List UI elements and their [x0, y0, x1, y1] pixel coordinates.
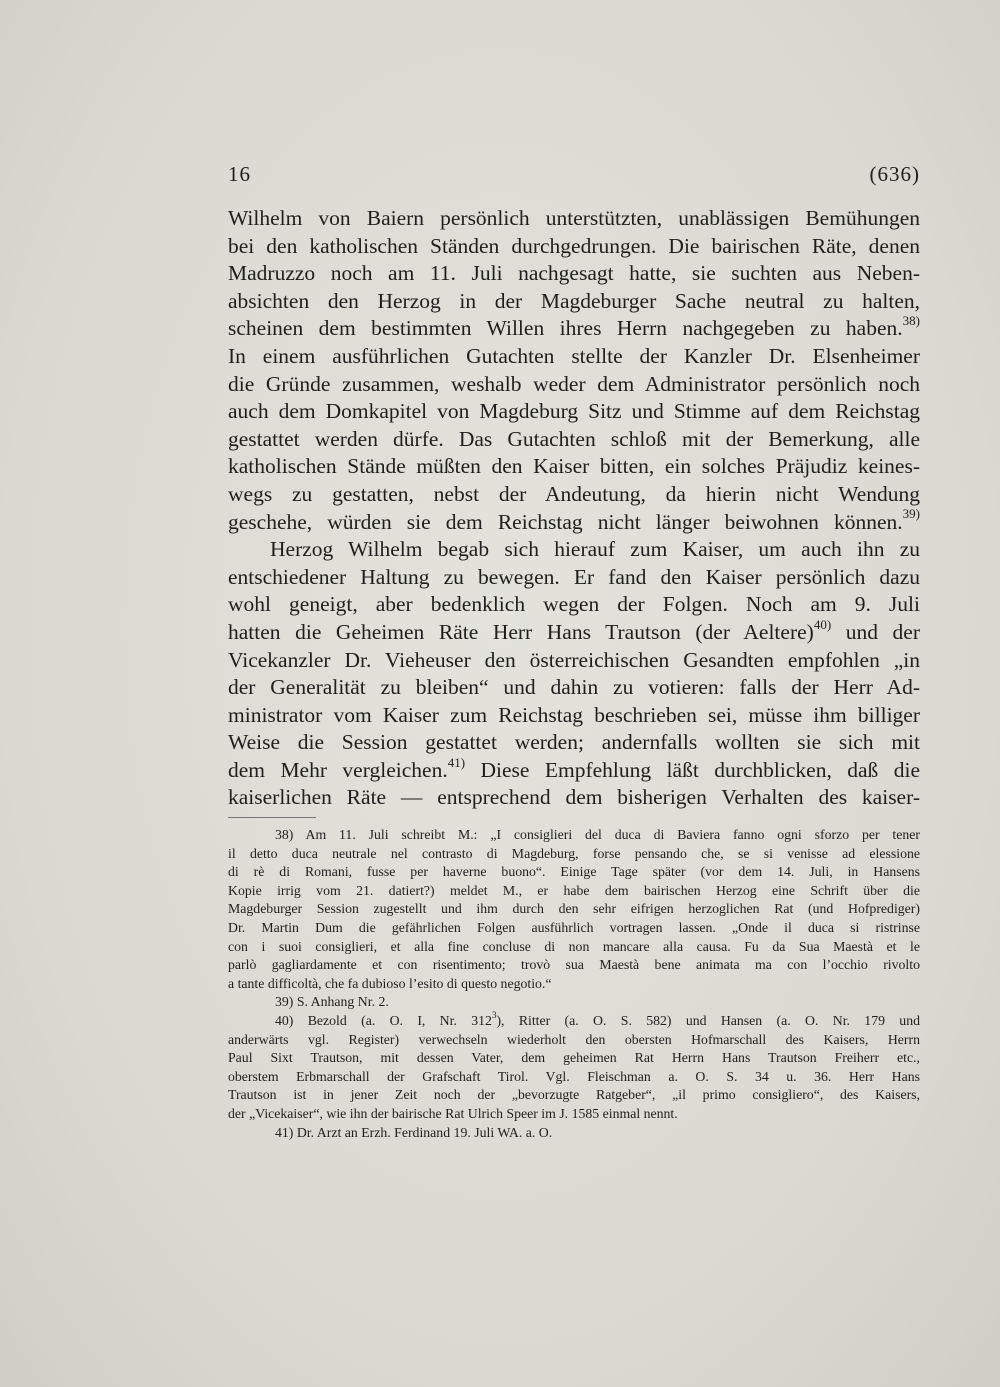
body-line: gestattet werden dürfe. Das Gutachten schloß mit der Bemerkung, alle — [228, 426, 920, 451]
body-line: ministrator vom Kaiser zum Reichstag beschrieben sei, müsse ihm billiger — [228, 702, 920, 727]
footnote-line — [228, 1012, 920, 1031]
body-line: entschiedener Haltung zu bewegen. Er fand den Kaiser persönlich dazu — [228, 564, 920, 589]
footnote-text: 40) Bezold (a. O. I, Nr. 312 — [275, 1012, 492, 1028]
body-line-text: hatten die Geheimen Räte Herr Hans Trautson (der Aeltere) — [228, 619, 814, 644]
body-line-text: und der — [831, 619, 920, 644]
footnote-line: a tante difficoltà, che fa dubioso l’esito di questo negotio.“ — [228, 975, 552, 991]
footnote-line: di rè di Romani, fusse per haverne buono“. Einige Tage später (vor dem 14. Juli, in Hansens — [228, 864, 920, 880]
page-header — [228, 162, 920, 192]
footnote-ref[interactable]: 38) — [902, 313, 920, 329]
body-line-text: geschehe, würden sie dem Reichstag nicht länger beiwohnen können. — [228, 509, 903, 534]
body-line — [228, 506, 920, 537]
body-line: der Generalität zu bleiben“ und dahin zu votieren: falls der Herr Ad- — [228, 675, 920, 700]
page-number: 16 — [228, 162, 251, 186]
body-line: absichten den Herzog in der Magdeburger Sache neutral zu halten, — [228, 288, 920, 313]
footnote-line: 41) Dr. Arzt an Erzh. Ferdinand 19. Juli WA. a. O. — [275, 1124, 553, 1140]
body-line: katholischen Stände müßten den Kaiser bitten, ein solches Präjudiz keines- — [228, 454, 920, 479]
body-line-text: Diese Empfehlung läßt durchblicken, daß die — [465, 757, 920, 782]
footnote-line: Paul Sixt Trautson, mit dessen Vater, dem geheimen Rat Herrn Hans Trautson Freiherr etc., — [228, 1050, 920, 1066]
body-line — [228, 315, 920, 343]
footnote-line: il detto duca neutrale nel contrasto di Magdeburg, forse pensando che, se si venisse ad elessione — [228, 845, 920, 861]
body-line: auch dem Domkapitel von Magdeburg Sitz und Stimme auf dem Reichstag — [228, 399, 920, 424]
body-line: Wilhelm von Baiern persönlich unterstützten, unablässigen Bemühungen — [228, 206, 920, 230]
body-line: wegs zu gestatten, nebst der Andeutung, da hierin nicht Wendung — [228, 481, 920, 506]
superscript: 3 — [491, 1010, 497, 1021]
body-text — [228, 205, 920, 812]
footnote-divider — [228, 817, 316, 818]
footnote-text: ), Ritter (a. O. S. 582) und Hansen (a. O. Nr. 179 und — [496, 1012, 921, 1028]
body-line: Madruzzo noch am 11. Juli nachgesagt hatte, sie suchten aus Neben- — [228, 261, 920, 286]
footnote-line: parlò gagliardamente et con risentimento; trovò sua Maestà bene animata ma con l’occhio rivolto — [228, 957, 920, 973]
body-line-text: dem Mehr vergleichen. — [228, 757, 448, 782]
footnote-line: der „Vicekaiser“, wie ihn der bairische Rat Ulrich Speer im J. 1585 einmal nennt. — [228, 1105, 678, 1121]
body-line: wohl geneigt, aber bedenklich wegen der Folgen. Noch am 9. Juli — [228, 592, 920, 617]
footnote-line: Magdeburger Session zugestellt und ihm durch den sehr eifrigen herzoglichen Rat (und Hofprediger) — [228, 901, 920, 917]
body-line-text: scheinen dem bestimmten Willen ihres Herrn nachgegeben zu haben. — [228, 316, 903, 341]
footnote-line: Dr. Martin Dum die gefährlichen Folgen ausführlich vortragen lassen. „Onde il duca si ristrinse — [228, 919, 920, 935]
footnote-line: 38) Am 11. Juli schreibt M.: „I consiglieri del duca di Baviera fanno ogni sforzo per tener — [275, 827, 920, 842]
footnote-line: Trautson ist in jener Zeit noch der „bevorzugte Ratgeber“, „il primo consigliero“, des Kaisers, — [228, 1087, 920, 1103]
footnote-line: Kopie irrig vom 21. datiert?) meldet M., er habe dem bairischen Herzog eine Schrift über die — [228, 882, 920, 898]
body-line: kaiserlichen Räte — entsprechend dem bisherigen Verhalten des kaiser- — [228, 785, 920, 810]
footnote-ref[interactable]: 40) — [813, 616, 832, 632]
original-page-number: (636) — [869, 162, 920, 186]
body-line: Weise die Session gestattet werden; andernfalls wollten sie sich mit — [228, 730, 920, 755]
body-line: die Gründe zusammen, weshalb weder dem Administrator persönlich noch — [228, 371, 920, 396]
footnotes — [228, 826, 920, 1142]
body-line — [228, 616, 920, 647]
footnote-line: anderwärts vgl. Register) verwechseln wiederholt den obersten Hofmarschall des Kaisers, Herrn — [228, 1031, 920, 1047]
body-line: bei den katholischen Ständen durchgedrungen. Die bairischen Räte, denen — [228, 233, 920, 258]
footnote-line: 39) S. Anhang Nr. 2. — [275, 994, 389, 1010]
footnote-line: oberstem Erbmarschall der Grafschaft Tirol. Vgl. Fleischman a. O. S. 34 u. 36. Herr Hans — [228, 1068, 920, 1084]
body-line: In einem ausführlichen Gutachten stellte der Kanzler Dr. Elsenheimer — [228, 343, 920, 368]
footnote-ref[interactable]: 39) — [902, 506, 920, 522]
body-line: Herzog Wilhelm begab sich hierauf zum Kaiser, um auch ihn zu — [270, 537, 920, 562]
body-line: Vicekanzler Dr. Vieheuser den österreichischen Gesandten empfohlen „in — [228, 647, 920, 672]
footnote-ref[interactable]: 41) — [447, 754, 466, 770]
body-line — [228, 754, 920, 785]
footnote-line: con i suoi consiglieri, et alla fine concluse di non mancare alla causa. Fu da Sua Maestà et le — [228, 938, 920, 954]
